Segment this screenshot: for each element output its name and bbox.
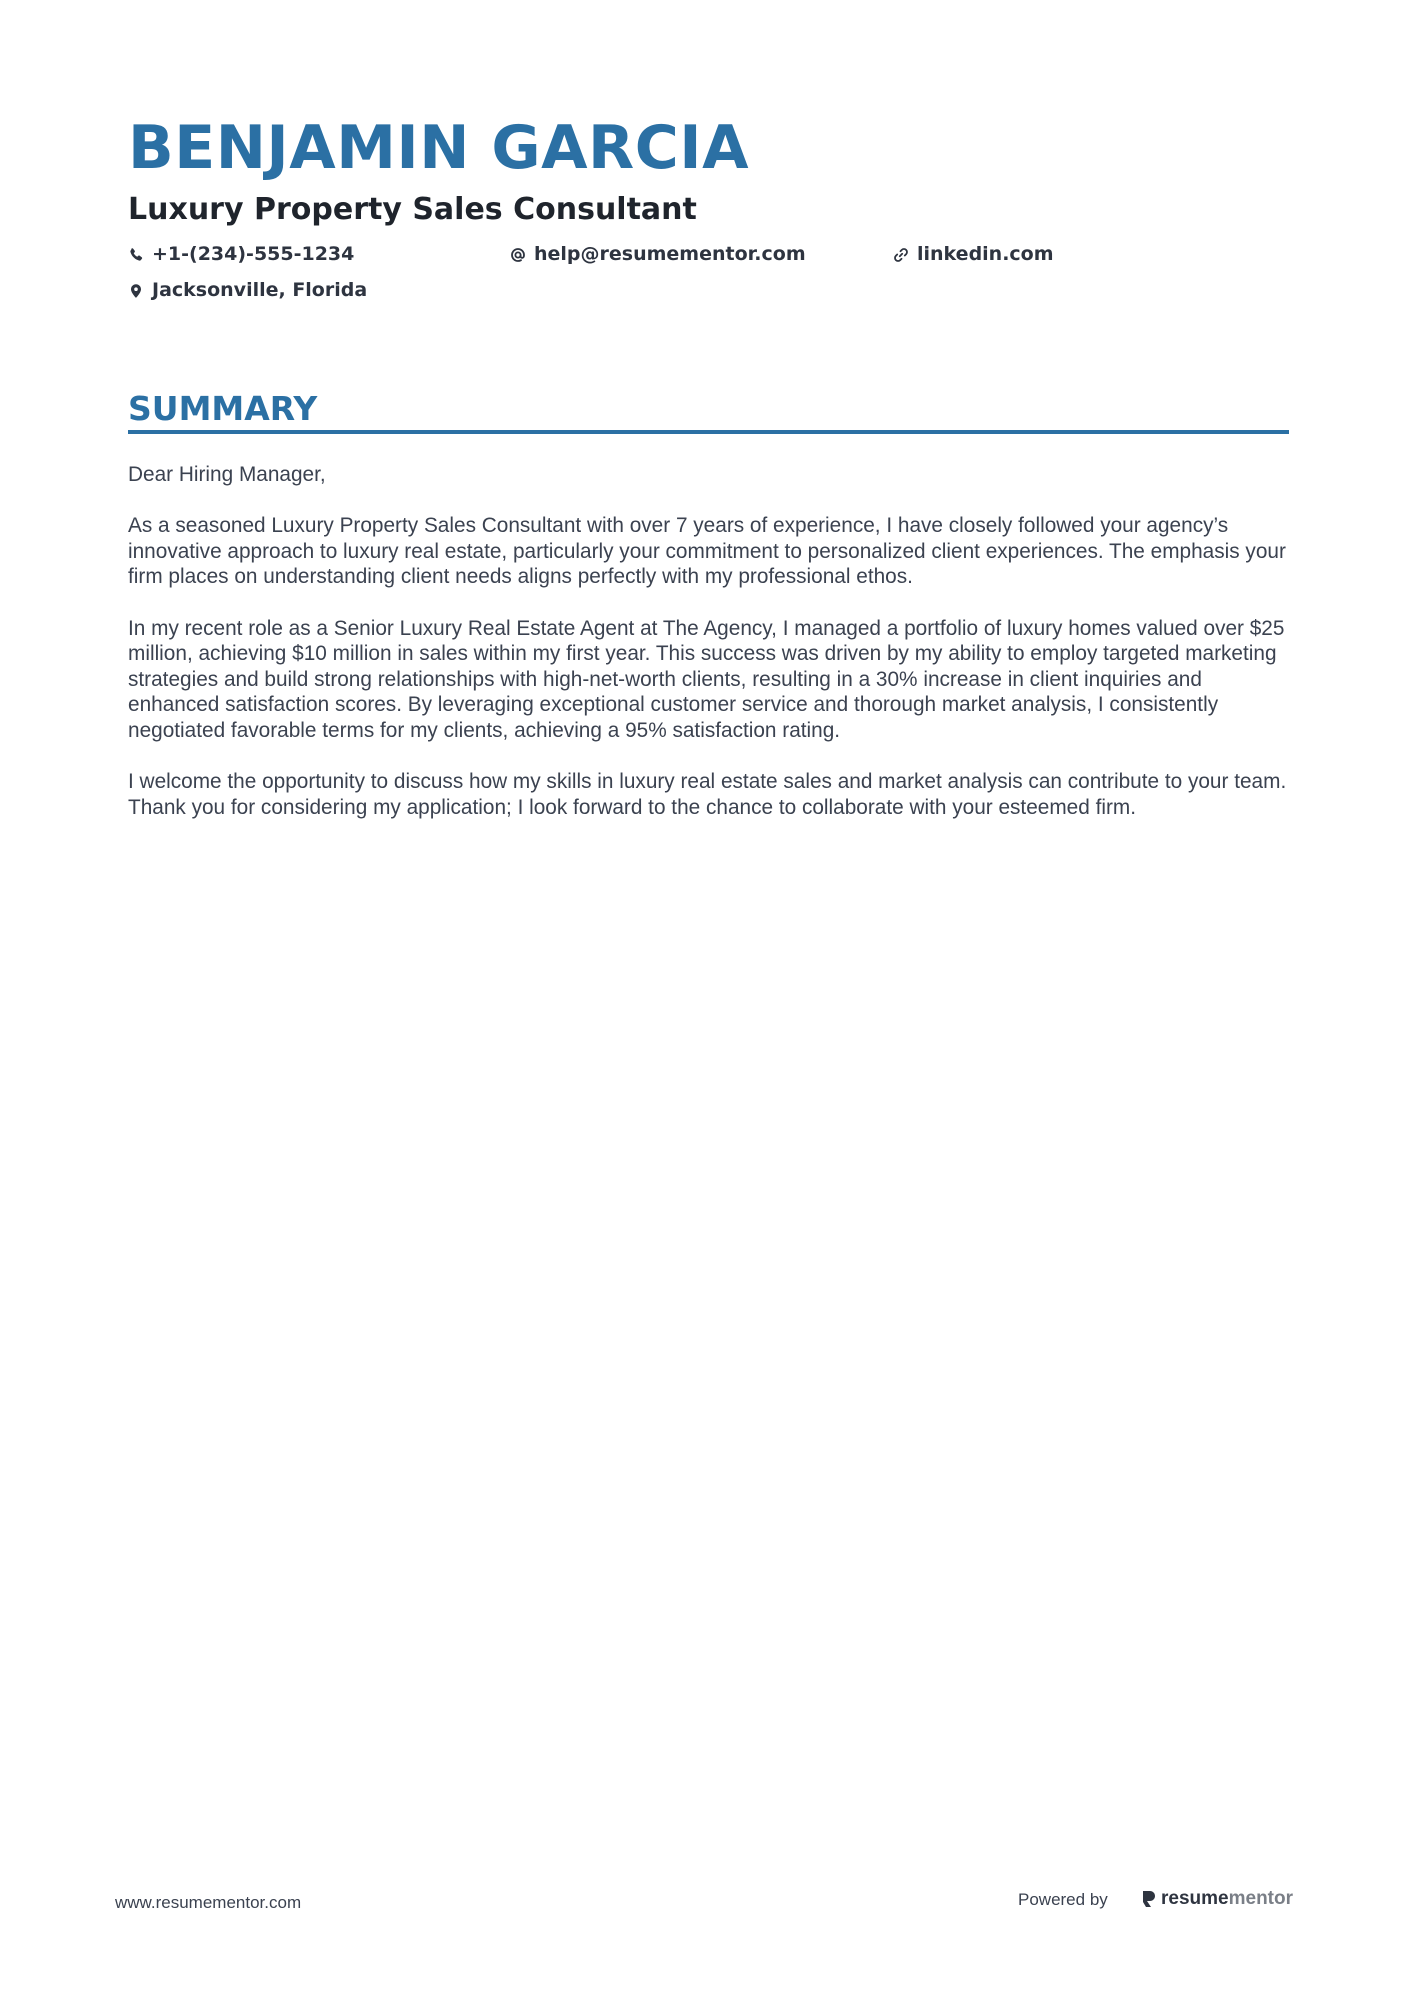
contact-linkedin[interactable] [893, 240, 1054, 268]
letter-paragraph: In my recent role as a Senior Luxury Real Estate Agent at The Agency, I managed a portfolio of luxury homes valued over $25 million, achieving $10 million in sales within my first year. This success was driven by my ability to employ targeted marketing strategies and build strong relationships with high-net-worth clients, resulting in a 30% increase in client inquiries and enhanced satisfaction scores. By leveraging exceptional customer service and thorough market analysis, I consistently negotiated favorable terms for my clients, achieving a 95% satisfaction rating. [128, 616, 1285, 742]
location-text: Jacksonville, Florida [152, 279, 368, 301]
at-icon [510, 246, 526, 262]
footer-website-link[interactable]: www.resumementor.com [115, 1893, 302, 1912]
phone-text: +1-(234)-555-1234 [152, 243, 355, 265]
candidate-name: BENJAMIN GARCIA [128, 113, 750, 183]
brand-name-part1: resume [1161, 1888, 1229, 1909]
candidate-role: Luxury Property Sales Consultant [128, 192, 697, 227]
phone-icon [128, 246, 144, 262]
link-icon [893, 246, 909, 262]
email-text: help@resumementor.com [534, 243, 806, 265]
letter-paragraph: I welcome the opportunity to discuss how my skills in luxury real estate sales and market analysis can contribute to your team. Thank you for considering my application; I look forward to the chance to collaborate with your esteemed firm. [128, 770, 1287, 819]
brand-mark-icon [1141, 1889, 1157, 1909]
summary-heading: SUMMARY [128, 389, 318, 428]
contact-location [128, 276, 367, 304]
footer-powered-by: Powered by [1018, 1890, 1108, 1909]
location-pin-icon [128, 282, 144, 298]
footer-brand-logo[interactable] [1141, 1885, 1293, 1913]
letter-body [128, 462, 1293, 846]
brand-name-part2: mentor [1228, 1888, 1294, 1909]
letter-paragraph: Dear Hiring Manager, [128, 463, 326, 486]
letter-paragraph: As a seasoned Luxury Property Sales Consultant with over 7 years of experience, I have closely followed your agency’s innovative approach to luxury real estate, particularly your commitment to personalized client experiences. The emphasis your firm places on understanding client needs aligns perfectly with my professional ethos. [128, 514, 1286, 589]
section-divider [128, 430, 1289, 434]
contact-phone [128, 240, 354, 268]
link-text: linkedin.com [917, 243, 1054, 265]
contact-email[interactable] [510, 240, 806, 268]
